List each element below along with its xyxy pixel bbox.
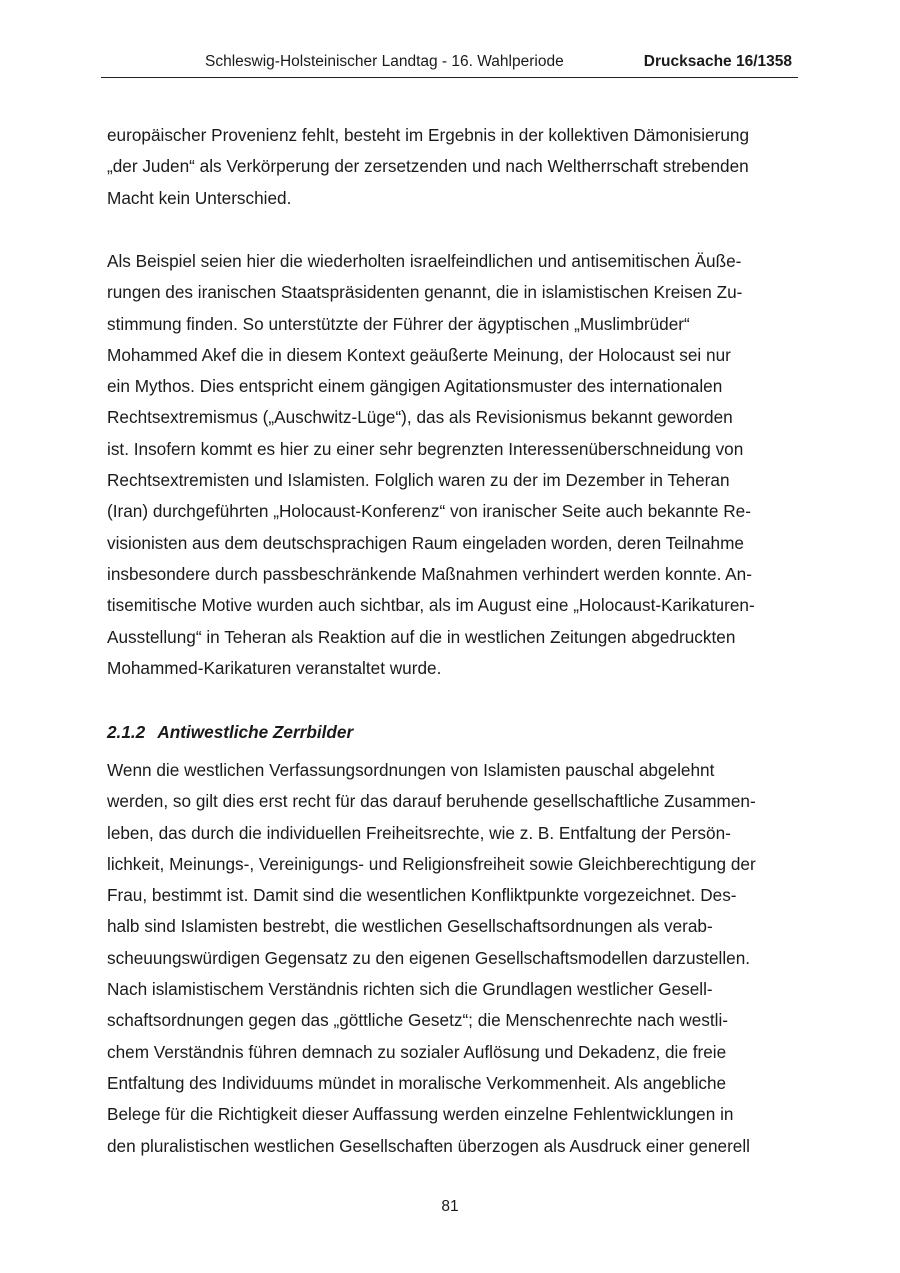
text-line: Rechtsextremismus („Auschwitz-Lüge“), das als Revisionismus bekannt geworden [107, 407, 733, 428]
text-line: Wenn die westlichen Verfassungsordnungen von Islamisten pauschal abgelehnt [107, 760, 715, 780]
text-line: visionisten aus dem deutschsprachigen Raum eingeladen worden, deren Teilnahme [107, 532, 744, 553]
text-line: lichkeit, Meinungs-, Vereinigungs- und Religionsfreiheit sowie Gleichberechtigung der [107, 853, 756, 874]
text-line: Nach islamistischem Verständnis richten sich die Grundlagen westlicher Gesell- [107, 979, 713, 1000]
text-line: ein Mythos. Dies entspricht einem gängigen Agitationsmuster des internationalen [107, 376, 723, 397]
text-line: europäischer Provenienz fehlt, besteht im Ergebnis in der kollektiven Dämonisierung [107, 125, 750, 145]
header-title: Schleswig-Holsteinischer Landtag - 16. Wahlperiode [205, 53, 564, 70]
section-title: Antiwestliche Zerrbilder [157, 722, 354, 742]
text-line: Rechtsextremisten und Islamisten. Folglich waren zu der im Dezember in Teheran [107, 470, 730, 491]
text-line: schaftsordnungen gegen das „göttliche Gesetz“; die Menschenrechte nach westli- [107, 1010, 729, 1031]
section-number: 2.1.2 [107, 722, 146, 742]
text-line: Macht kein Unterschied. [107, 187, 292, 208]
text-line: tisemitische Motive wurden auch sichtbar, als im August eine „Holocaust-Karikaturen- [107, 595, 755, 616]
text-line: Frau, bestimmt ist. Damit sind die wesentlichen Konfliktpunkte vorgezeichnet. Des- [107, 885, 737, 906]
text-line: ist. Insofern kommt es hier zu einer sehr begrenzten Interessenüberschneidung von [107, 438, 744, 459]
text-line: werden, so gilt dies erst recht für das darauf beruhende gesellschaftliche Zusammen- [107, 791, 756, 812]
document-number: Drucksache 16/1358 [643, 53, 792, 70]
page-header [101, 50, 798, 78]
paragraph-3 [107, 755, 797, 1162]
text-line: Belege für die Richtigkeit dieser Auffassung werden einzelne Fehlentwicklungen in [107, 1104, 734, 1125]
paragraph-2 [107, 246, 797, 684]
text-line: halb sind Islamisten bestrebt, die westlichen Gesellschaftsordnungen als verab- [107, 916, 713, 937]
text-line: den pluralistischen westlichen Gesellschaften überzogen als Ausdruck einer generell [107, 1135, 750, 1156]
paragraph-1 [107, 120, 797, 214]
page-number: 81 [441, 1198, 459, 1215]
section-heading [107, 718, 353, 746]
text-line: Mohammed-Karikaturen veranstaltet wurde. [107, 657, 442, 678]
text-line: Als Beispiel seien hier die wiederholten israelfeindlichen und antisemitischen Äuße- [107, 251, 742, 271]
text-line: Entfaltung des Individuums mündet in moralische Verkommenheit. Als angebliche [107, 1072, 727, 1093]
text-line: leben, das durch die individuellen Freiheitsrechte, wie z. B. Entfaltung der Persön- [107, 822, 731, 843]
text-line: „der Juden“ als Verkörperung der zersetzenden und nach Weltherrschaft strebenden [107, 156, 749, 177]
text-line: Ausstellung“ in Teheran als Reaktion auf die in westlichen Zeitungen abgedruckten [107, 626, 736, 647]
text-line: insbesondere durch passbeschränkende Maßnahmen verhindert werden konnte. An- [107, 563, 752, 584]
text-line: stimmung finden. So unterstützte der Führer der ägyptischen „Muslimbrüder“ [107, 313, 690, 334]
text-line: rungen des iranischen Staatspräsidenten genannt, die in islamistischen Kreisen Zu- [107, 282, 743, 303]
text-line: (Iran) durchgeführten „Holocaust-Konferenz“ von iranischer Seite auch bekannte Re- [107, 501, 751, 522]
text-line: chem Verständnis führen demnach zu sozialer Auflösung und Dekadenz, die freie [107, 1041, 727, 1062]
text-line: Mohammed Akef die in diesem Kontext geäußerte Meinung, der Holocaust sei nur [107, 344, 731, 365]
text-line: scheuungswürdigen Gegensatz zu den eigenen Gesellschaftsmodellen darzustellen. [107, 947, 751, 968]
